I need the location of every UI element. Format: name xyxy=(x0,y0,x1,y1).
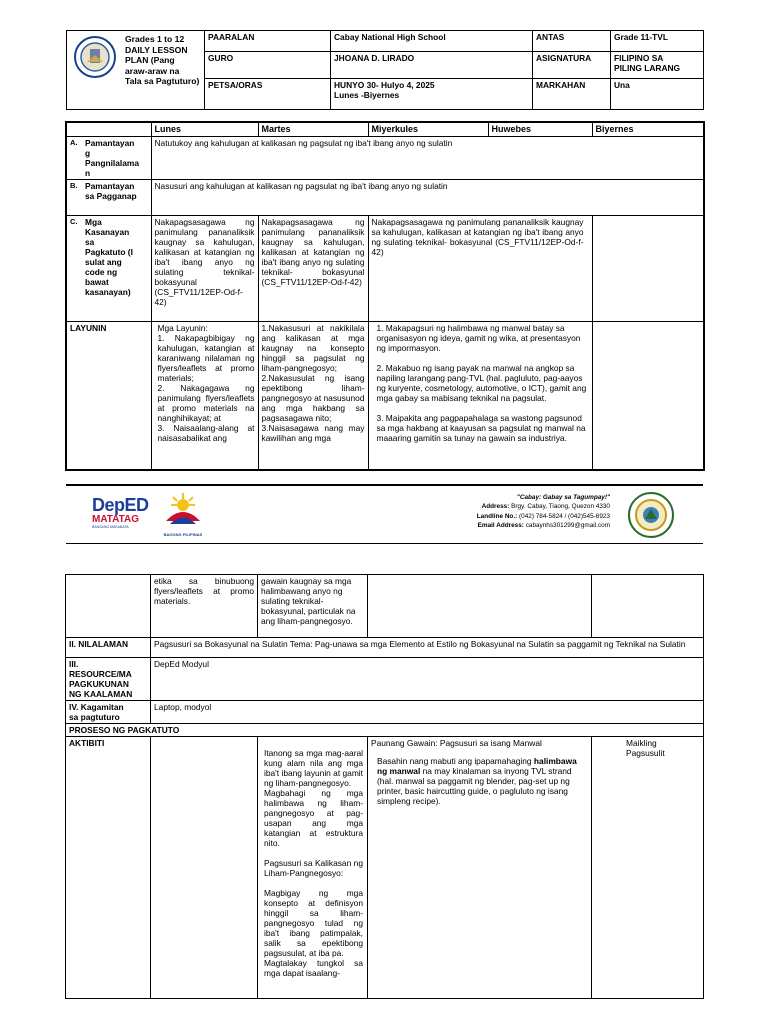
petsa-value: HUNYO 30- Hulyo 4, 2025 Lunes -Biyernes xyxy=(331,79,533,110)
paaralan-label: PAARALAN xyxy=(205,31,331,52)
antas-label: ANTAS xyxy=(533,31,611,52)
guro-value: JHOANA D. LIRADO xyxy=(331,52,533,79)
paaralan-value: Cabay National High School xyxy=(331,31,533,52)
email-value: cabaynhs301299@gmail.com xyxy=(525,522,610,530)
aktibiti-miyerkules xyxy=(368,737,592,999)
page2-table-block xyxy=(65,574,703,999)
school-seal-icon xyxy=(627,491,675,539)
markahan-value: Una xyxy=(611,79,704,110)
layunin-biyernes xyxy=(592,322,704,470)
kagamitan-title: IV. Kagamitan sa pagtuturo xyxy=(66,701,151,724)
layunin-lunes: Mga Layunin: 1. Nakapagbibigay ng kahulugan, katangian at karaniwang nilalaman ng flyers/leaflets at promo materials; 2. Nakagagawa ng panimulang flyers/leaflets at promo materials na nanghihikayat; at 3. Naisaalang-alang at naisasabalikat ang xyxy=(151,322,258,470)
cont-lunes: etika sa binubuong flyers/leaflets at promo materials. xyxy=(151,575,258,638)
header-table xyxy=(66,30,704,110)
resource-text: DepEd Modyul xyxy=(151,658,704,701)
cont-biyernes xyxy=(592,575,704,638)
cont-title xyxy=(66,575,151,638)
day-header-miyerkules: Miyerkules xyxy=(368,122,488,137)
bagong-pilipinas-icon xyxy=(160,491,206,527)
day-header-martes: Martes xyxy=(258,122,368,137)
nilalaman-text: Pagsusuri sa Bokasyunal na Sulatin Tema: Pag-unawa sa mga Elemento at Estilo ng Bokasyunal na Sulatin sa paggamit ng Teknikal na Sulatin xyxy=(151,638,704,658)
aktibiti-wed-post: na may kinalaman sa inyong TVL strand (hal. manwal sa paggamit ng blender, pag-set up ng printer, basic haircutting guide, o pagluluto ng isang simpleng recipe). xyxy=(377,766,572,806)
aktibiti-lunes xyxy=(151,737,258,999)
asignatura-value: FILIPINO SA PILING LARANG xyxy=(611,52,704,79)
deped-wordmark: DepED xyxy=(92,495,149,515)
bagong-pilipinas-logo xyxy=(160,491,206,535)
school-motto: "Cabay: Gabay sa Tagumpay!" xyxy=(516,494,610,501)
layunin-martes: 1.Nakasusuri at nakikilala ang kalikasan at mga kaugnay na konsepto hinggil sa pagsulat ng liham-pangnegosyo; 2.Nakasusulat ng isang epektibong liham-pangnegosyo at nasusunod ang mga hakbang sa pagsasagawa nito; 3.Naisasagawa nang may kawilihan ang mga xyxy=(258,322,368,470)
aktibiti-wed-body xyxy=(371,756,588,806)
asignatura-label: ASIGNATURA xyxy=(533,52,611,79)
header-block xyxy=(66,30,703,109)
day-header-lunes: Lunes xyxy=(151,122,258,137)
aktibiti-wed-title: Paunang Gawain: Pagsusuri sa isang Manwal xyxy=(371,738,542,748)
aktibiti-title: AKTIBITI xyxy=(66,737,151,999)
matatag-wordmark: MATATAG xyxy=(92,514,140,525)
address-label: Address: xyxy=(481,503,510,511)
row-c-biyernes xyxy=(592,216,704,322)
row-a-text: Natutukoy ang kahulugan at kalikasan ng pagsulat ng iba't ibang anyo ng sulatin xyxy=(151,137,704,180)
row-c-martes: Nakapagsasagawa ng panimulang pananaliksik kaugnay sa kahulugan, kalikasan at katangian ng iba't ibang anyo ng sulating teknikal- bokasyunal (CS_FTV11/12EP-Od-f-42) xyxy=(258,216,368,322)
petsa-label: PETSA/ORAS xyxy=(205,79,331,110)
school-contact xyxy=(430,493,610,531)
days-header-blank xyxy=(66,122,151,137)
address-value: Brgy. Cabay, Tiaong, Quezon 4330 xyxy=(511,503,610,511)
resource-title: III. RESOURCE/MA PAGKUKUNAN NG KAALAMAN xyxy=(66,658,151,701)
aktibiti-wed-pre: Basahin nang mabuti ang ipapamahaging xyxy=(377,756,534,766)
row-c-lunes: Nakapagsasagawa ng panimulang pananaliksik kaugnay sa kahulugan, kalikasan at katangian ng iba't ibang anyo ng sulating teknikal- bokasyunal (CS_FTV11/12EP-Od-f-42) xyxy=(151,216,258,322)
row-b-text: Nasusuri ang kahulugan at kalikasan ng pagsulat ng iba't ibang anyo ng sulatin xyxy=(151,180,704,216)
row-a-title: Pamantayan g Pangnilalama n xyxy=(82,137,151,180)
day-header-biyernes: Biyernes xyxy=(592,122,704,137)
cont-miyerkules xyxy=(368,575,592,638)
deped-logo xyxy=(92,495,152,535)
email-label: Email Address: xyxy=(477,522,524,530)
layunin-miyerkules: 1. Makapagsuri ng halimbawa ng manwal batay sa organisasyon ng ideya, gamit ng wika, at presentasyon ng impormasyon. 2. Makabuo ng isang payak na manwal na angkop sa napiling larangang pang-TVL (hal. pagluluto, pag-aayos ng kuryente, cosmetology, automotive, o ICT), gamit ang mga gabay sa mabisang teknikal na pagsulat. 3. Maipakita ang pagpapahalaga sa wastong pagsunod sa mga hakbang at kaayusan sa pagsulat ng manwal na maaaring gamitin sa tunay na gawain sa industriya. xyxy=(368,322,592,470)
deped-seal-icon xyxy=(73,35,117,79)
landline-line xyxy=(430,512,610,521)
row-c-label: C. xyxy=(66,216,82,322)
layunin-title: LAYUNIN xyxy=(66,322,151,470)
footer-bottom-rule xyxy=(66,543,703,544)
kagamitan-text: Laptop, modyol xyxy=(151,701,704,724)
row-b-label: B. xyxy=(66,180,82,216)
day-header-huwebes: Huwebes xyxy=(488,122,592,137)
nilalaman-title: II. NILALAMAN xyxy=(66,638,151,658)
main-table xyxy=(65,121,705,471)
aktibiti-wed-bold: halimbawa ng manwal xyxy=(377,756,577,776)
footer-top-rule xyxy=(66,484,703,486)
address-line xyxy=(430,502,610,511)
main-table-block xyxy=(65,121,703,471)
bagong-pilipinas-text: BAGONG PILIPINAS xyxy=(163,532,203,537)
aktibiti-martes: Itanong sa mga mag-aaral kung alam nila ang mga iba't ibang layunin at gamit ng liham-pangnegosyo. Magbahagi ng mga halimbawa ng liham-pangnegosyo at pag-usapan ang mga katangian at estruktura nito. Pagsusuri sa Kalikasan ng Liham-Pangnegosyo: Magbigay ng mga konsepto at definisyon hinggil sa liham-pangnegosyo tulad ng iba't ibang patimpalak, salik sa epektibong pagsusulat, at iba pa. Magtalakay tungkol sa mga dapat isaalang- xyxy=(258,737,368,999)
aktibiti-biyernes: Maikling Pagsusulit xyxy=(592,737,704,999)
header-title-cell xyxy=(67,31,205,110)
header-title: Grades 1 to 12 DAILY LESSON PLAN (Pang araw-araw na Tala sa Pagtuturo) xyxy=(125,34,200,86)
proseso-title: PROSESO NG PAGKATUTO xyxy=(66,724,704,737)
email-line xyxy=(430,521,610,530)
guro-label: GURO xyxy=(205,52,331,79)
antas-value: Grade 11-TVL xyxy=(611,31,704,52)
page2-table xyxy=(65,574,704,999)
landline-label: Landline No.: xyxy=(476,512,518,520)
row-c-title: Mga Kasanayan sa Pagkatuto (I sulat ang code ng bawat kasanayan) xyxy=(82,216,151,322)
row-a-label: A. xyxy=(66,137,82,180)
landline-value: (042) 784-5824 / (042)545-6923 xyxy=(519,512,610,520)
markahan-label: MARKAHAN xyxy=(533,79,611,110)
cont-martes: gawain kaugnay sa mga halimbawang anyo ng sulating teknikal-bokasyunal, particulak na ang liham-pangnegosyo. xyxy=(258,575,368,638)
matatag-sub: BANSANG MAKABATA xyxy=(92,525,129,529)
row-b-title: Pamantayan sa Pagganap xyxy=(82,180,151,216)
row-c-miyerkules: Nakapagsasagawa ng panimulang pananaliksik kaugnay sa kahulugan, kalikasan at katangian ng iba't ibang anyo ng sulating teknikal- bokasyunal (CS_FTV11/12EP-Od-f-42) xyxy=(368,216,592,322)
